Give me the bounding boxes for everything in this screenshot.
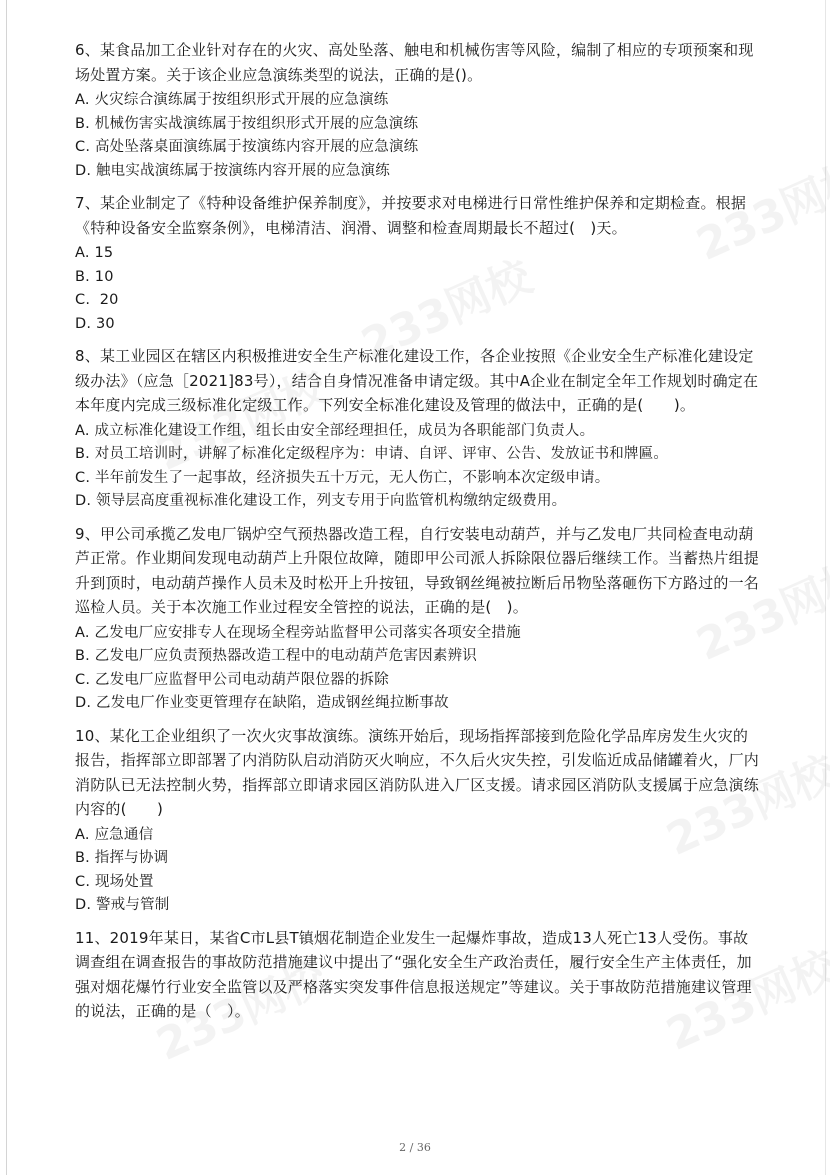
option-b: B. 机械伤害实战演练属于按组织形式开展的应急演练 (75, 115, 419, 132)
question-6 (75, 38, 760, 183)
question-list (75, 38, 760, 1032)
question-stem: 11、2019年某日，某省C市L县T镇烟花制造企业发生一起爆炸事故，造成13人死亡13人受伤。事故调查组在调查报告的事故防范措施建议中提出了“强化安全生产政治责任，履行安全生产主体责任，加强对烟花爆竹行业安全监管以及严格落实突发事件信息报送规定”等建议。关于事故防范措施建议管理的说法，正确的是（ ）。 (75, 928, 752, 1020)
option-list (75, 89, 760, 183)
option-c: C. 20 (75, 292, 119, 308)
option-a: A. 应急通信 (75, 826, 154, 843)
option-d: D. 触电实战演练属于按演练内容开展的应急演练 (75, 162, 390, 179)
page-left-edge (6, 0, 7, 1175)
question-10 (75, 724, 760, 918)
page-right-edge (825, 0, 826, 1175)
question-8 (75, 344, 760, 514)
question-stem: 8、某工业园区在辖区内积极推进安全生产标准化建设工作，各企业按照《企业安全生产标准化建设定级办法》（应急［2021]83号），结合自身情况准备申请定级。其中A企业在制定全年工作规划时确定在本年度内完成三级标准化定级工作。下列安全标准化建设及管理的做法中，正确的是( )。 (75, 347, 759, 414)
question-stem: 9、甲公司承揽乙发电厂锅炉空气预热器改造工程，自行安装电动葫芦，并与乙发电厂共同检查电动葫芦正常。作业期间发现电动葫芦上升限位故障，随即甲公司派人拆除限位器后继续工作。当蓄热片组提升到顶时，电动葫芦操作人员未及时松开上升按钮，导致钢丝绳被拉断后吊物坠落砸伤下方路过的一名巡检人员。关于本次施工作业过程安全管控的说法，正确的是( )。 (75, 524, 760, 616)
option-a: A. 15 (75, 245, 114, 261)
option-list (75, 824, 760, 918)
option-a: A. 火灾综合演练属于按组织形式开展的应急演练 (75, 92, 389, 108)
question-stem: 7、某企业制定了《特种设备维护保养制度》，并按要求对电梯进行日常性维护保养和定期检查。根据《特种设备安全监察条例》，电梯清洁、润滑、调整和检查周期最长不超过( )天。 (75, 194, 747, 237)
option-c: C. 半年前发生了一起事故，经济损失五十万元，无人伤亡，不影响本次定级申请。 (75, 469, 610, 486)
option-c: C. 现场处置 (75, 873, 154, 890)
question-stem: 6、某食品加工企业针对存在的火灾、高处坠落、触电和机械伤害等风险，编制了相应的专项预案和现场处置方案。关于该企业应急演练类型的说法，正确的是()。 (75, 41, 754, 84)
option-a: A. 成立标准化建设工作组，组长由安全部经理担任，成员为各职能部门负责人。 (75, 422, 595, 439)
option-b: B. 乙发电厂应负责预热器改造工程中的电动葫芦危害因素辨识 (75, 648, 477, 664)
option-c: C. 高处坠落桌面演练属于按演练内容开展的应急演练 (75, 139, 419, 155)
option-d: D. 30 (75, 315, 115, 332)
option-d: D. 乙发电厂作业变更管理存在缺陷，造成钢丝绳拉断事故 (75, 695, 449, 711)
option-a: A. 乙发电厂应安排专人在现场全程旁站监督甲公司落实各项安全措施 (75, 624, 521, 641)
question-7 (75, 191, 760, 336)
option-list (75, 420, 760, 514)
page-number: 2 / 36 (399, 1141, 431, 1154)
option-d: D. 警戒与管制 (75, 897, 170, 913)
option-b: B. 指挥与协调 (75, 850, 169, 866)
question-stem: 10、某化工企业组织了一次火灾事故演练。演练开始后，现场指挥部接到危险化学品库房发生火灾的报告，指挥部立即部署了内消防队启动消防灭火响应，不久后火灾失控，引发临近成品储罐着火，厂内消防队已无法控制火势，指挥部立即请求园区消防队进入厂区支援。请求园区消防队支援属于应急演练内容的( ) (75, 726, 760, 818)
option-b: B. 对员工培训时，讲解了标准化定级程序为：申请、自评、评审、公告、发放证书和牌匾。 (75, 446, 669, 462)
question-9 (75, 522, 760, 716)
option-c: C. 乙发电厂应监督甲公司电动葫芦限位器的拆除 (75, 671, 389, 688)
question-11 (75, 926, 760, 1024)
option-d: D. 领导层高度重视标准化建设工作，列支专用于向监管机构缴纳定级费用。 (75, 493, 567, 509)
option-list (75, 622, 760, 716)
option-list (75, 242, 760, 336)
option-b: B. 10 (75, 268, 114, 285)
